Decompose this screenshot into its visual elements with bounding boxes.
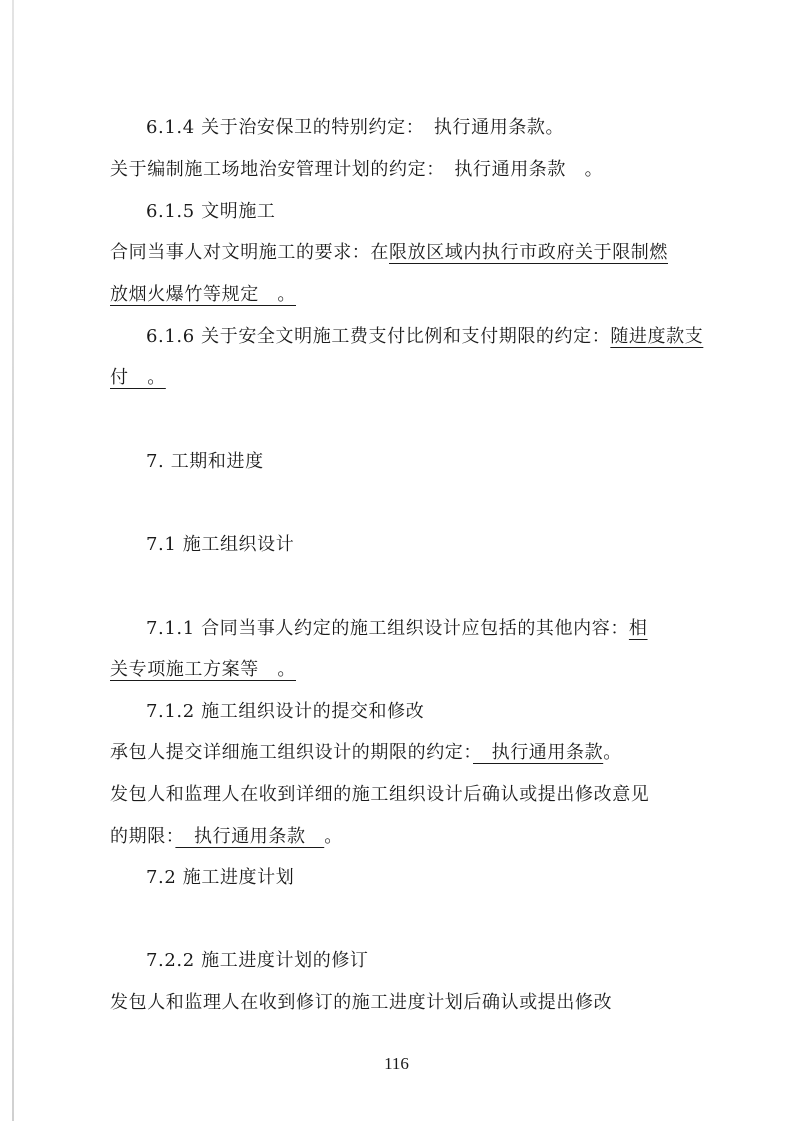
heading-7-1-2 bbox=[146, 700, 424, 724]
clause-7-1-2-review bbox=[110, 783, 649, 807]
clause-6-1-5-requirement-cont bbox=[110, 283, 296, 307]
underlined-fill-in: 付 。 bbox=[110, 367, 166, 388]
clause-7-1-1 bbox=[146, 617, 648, 641]
clause-7-2-2 bbox=[110, 991, 612, 1015]
text-run: 合同当事人对文明施工的要求：在 bbox=[110, 242, 389, 263]
text-run: 发包人和监理人在收到详细的施工组织设计后确认或提出修改意见 bbox=[110, 784, 650, 805]
text-run: 6.1.4 关于治安保卫的特别约定： 执行通用条款。 bbox=[146, 117, 565, 138]
clause-6-1-4 bbox=[146, 116, 564, 140]
page-number: 116 bbox=[384, 1054, 409, 1073]
underlined-fill-in: 执行通用条款 bbox=[175, 826, 325, 847]
clause-6-1-6-cont bbox=[110, 366, 166, 390]
text-run: 7.1.2 施工组织设计的提交和修改 bbox=[146, 701, 425, 722]
underlined-fill-in: 放烟火爆竹等规定 。 bbox=[110, 284, 296, 305]
clause-7-1-2-review-cont bbox=[110, 825, 343, 849]
heading-6-1-5 bbox=[146, 200, 276, 224]
clause-7-1-2-submission bbox=[110, 741, 622, 765]
clause-6-1-5-requirement bbox=[110, 241, 668, 265]
text-run: 7.2.2 施工进度计划的修订 bbox=[146, 950, 369, 971]
text-run: 7. 工期和进度 bbox=[146, 451, 264, 472]
text-run: 7.1 施工组织设计 bbox=[146, 534, 295, 555]
text-run: 承包人提交详细施工组织设计的期限的约定： bbox=[110, 742, 473, 763]
text-run: 。 bbox=[324, 826, 343, 847]
heading-7 bbox=[146, 450, 264, 474]
text-run: 的期限： bbox=[110, 826, 176, 847]
underlined-fill-in: 限放区域内执行市政府关于限制燃 bbox=[389, 242, 668, 263]
underlined-fill-in: 执行通用条款 bbox=[473, 742, 604, 763]
text-run: 6.1.6 关于安全文明施工费支付比例和支付期限的约定： bbox=[146, 326, 611, 347]
scan-edge-shadow bbox=[12, 0, 14, 1121]
underlined-fill-in: 关专项施工方案等 。 bbox=[110, 659, 296, 680]
text-run: 。 bbox=[603, 742, 622, 763]
text-run: 7.1.1 合同当事人约定的施工组织设计应包括的其他内容： bbox=[146, 618, 629, 639]
text-run: 7.2 施工进度计划 bbox=[146, 867, 295, 888]
underlined-fill-in: 随进度款支 bbox=[610, 326, 704, 347]
heading-7-2-2 bbox=[146, 949, 369, 973]
clause-6-1-6 bbox=[146, 325, 703, 349]
heading-7-2 bbox=[146, 866, 294, 890]
text-run: 关于编制施工场地治安管理计划的约定： 执行通用条款 。 bbox=[110, 159, 604, 180]
text-run: 发包人和监理人在收到修订的施工进度计划后确认或提出修改 bbox=[110, 992, 613, 1013]
heading-7-1 bbox=[146, 533, 294, 557]
clause-7-1-1-cont bbox=[110, 658, 296, 682]
clause-6-1-4-security-plan bbox=[110, 158, 603, 182]
underlined-fill-in: 相 bbox=[628, 618, 648, 639]
text-run: 6.1.5 文明施工 bbox=[146, 201, 276, 222]
